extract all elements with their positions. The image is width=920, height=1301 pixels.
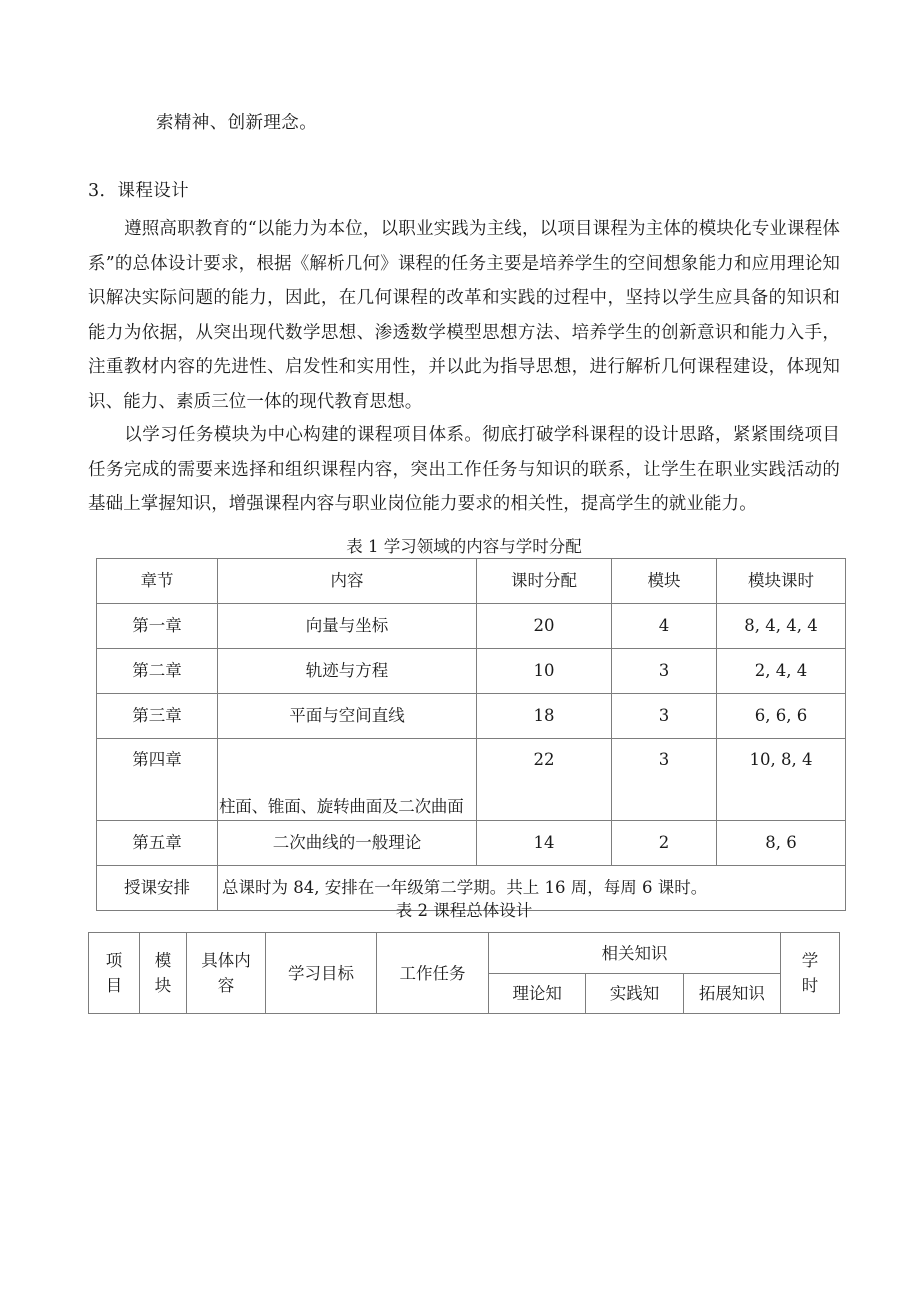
header-module-char-1: 模 [154, 951, 172, 970]
cell-module-hours: 8, 4, 4, 4 [717, 604, 846, 649]
table-row [97, 694, 846, 739]
header-expand-knowledge: 拓展知识 [683, 974, 780, 1014]
cell-module-hours: 2, 4, 4 [717, 649, 846, 694]
table2-header-row-top [89, 933, 840, 974]
header-chapter: 章节 [97, 559, 218, 604]
header-work-task: 工作任务 [377, 933, 489, 1014]
cell-content: 向量与坐标 [218, 604, 477, 649]
lead-paragraph: 索精神、创新理念。 [156, 113, 318, 133]
header-module: 模块 [612, 559, 717, 604]
table-row [97, 821, 846, 866]
header-related-knowledge: 相关知识 [489, 933, 781, 974]
header-learning-goal: 学习目标 [266, 933, 377, 1014]
header-module [140, 933, 187, 1014]
header-credit-hours [781, 933, 840, 1014]
paragraph-task-modules [88, 418, 840, 522]
cell-module: 4 [612, 604, 717, 649]
header-credit-char-2: 时 [801, 976, 819, 995]
header-detail-line-1: 具体内 [201, 951, 251, 970]
cell-module-hours: 6, 6, 6 [717, 694, 846, 739]
section-heading-course-design: 3．课程设计 [88, 181, 190, 201]
table-row [97, 649, 846, 694]
cell-chapter: 第二章 [97, 649, 218, 694]
paragraph-text: 以学习任务模块为中心构建的课程项目体系。彻底打破学科课程的设计思路，紧紧围绕项目任务完成的需要来选择和组织课程内容，突出工作任务与知识的联系，让学生在职业实践活动的基础上掌握知识，增强课程内容与职业岗位能力要求的相关性，提高学生的就业能力。 [88, 425, 840, 514]
cell-module: 3 [612, 649, 717, 694]
cell-content: 平面与空间直线 [218, 694, 477, 739]
table-course-overall-design [88, 932, 840, 1014]
table2-caption: 表 2 课程总体设计 [395, 901, 533, 920]
cell-hours: 14 [477, 821, 612, 866]
header-detail-content [187, 933, 266, 1014]
header-detail-line-2: 容 [217, 976, 235, 995]
header-credit-char-1: 学 [801, 951, 819, 970]
cell-schedule-label: 授课安排 [97, 866, 218, 911]
header-content: 内容 [218, 559, 477, 604]
cell-module-hours: 8, 6 [717, 821, 846, 866]
header-item-char-1: 项 [105, 951, 123, 970]
cell-hours: 20 [477, 604, 612, 649]
cell-chapter: 第五章 [97, 821, 218, 866]
table-learning-domain-hours [96, 558, 846, 911]
cell-hours: 18 [477, 694, 612, 739]
header-theory-knowledge: 理论知 [489, 974, 586, 1014]
cell-chapter: 第一章 [97, 604, 218, 649]
cell-hours: 10 [477, 649, 612, 694]
cell-chapter: 第四章 [97, 739, 218, 821]
header-item [89, 933, 140, 1014]
header-module-char-2: 块 [154, 976, 172, 995]
paragraph-text: 遵照高职教育的“以能力为本位，以职业实践为主线，以项目课程为主体的模块化专业课程体系”的总体设计要求，根据《解析几何》课程的任务主要是培养学生的空间想象能力和应用理论知识解决实际问题的能力，因此，在几何课程的改革和实践的过程中，坚持以学生应具备的知识和能力为依据，从突出现代数学思想、渗透数学模型思想方法、培养学生的创新意识和能力入手，注重教材内容的先进性、启发性和实用性，并以此为指导思想，进行解析几何课程建设，体现知识、能力、素质三位一体的现代教育思想。 [88, 219, 840, 412]
cell-content: 柱面、锥面、旋转曲面及二次曲面 [218, 739, 477, 821]
cell-module: 2 [612, 821, 717, 866]
header-module-hours: 模块课时 [717, 559, 846, 604]
table-header-row [97, 559, 846, 604]
header-practice-knowledge: 实践知 [586, 974, 683, 1014]
cell-module: 3 [612, 739, 717, 821]
cell-module: 3 [612, 694, 717, 739]
cell-schedule-text: 总课时为 84, 安排在一年级第二学期。共上 16 周，每周 6 课时。 [218, 866, 846, 911]
cell-content: 二次曲线的一般理论 [218, 821, 477, 866]
header-item-char-2: 目 [105, 976, 123, 995]
table-row [97, 604, 846, 649]
cell-content: 轨迹与方程 [218, 649, 477, 694]
table1-caption: 表 1 学习领域的内容与学时分配 [346, 537, 582, 556]
header-hours: 课时分配 [477, 559, 612, 604]
cell-module-hours: 10, 8, 4 [717, 739, 846, 821]
table-row [97, 739, 846, 821]
paragraph-design-requirements [88, 212, 840, 419]
cell-hours: 22 [477, 739, 612, 821]
cell-chapter: 第三章 [97, 694, 218, 739]
